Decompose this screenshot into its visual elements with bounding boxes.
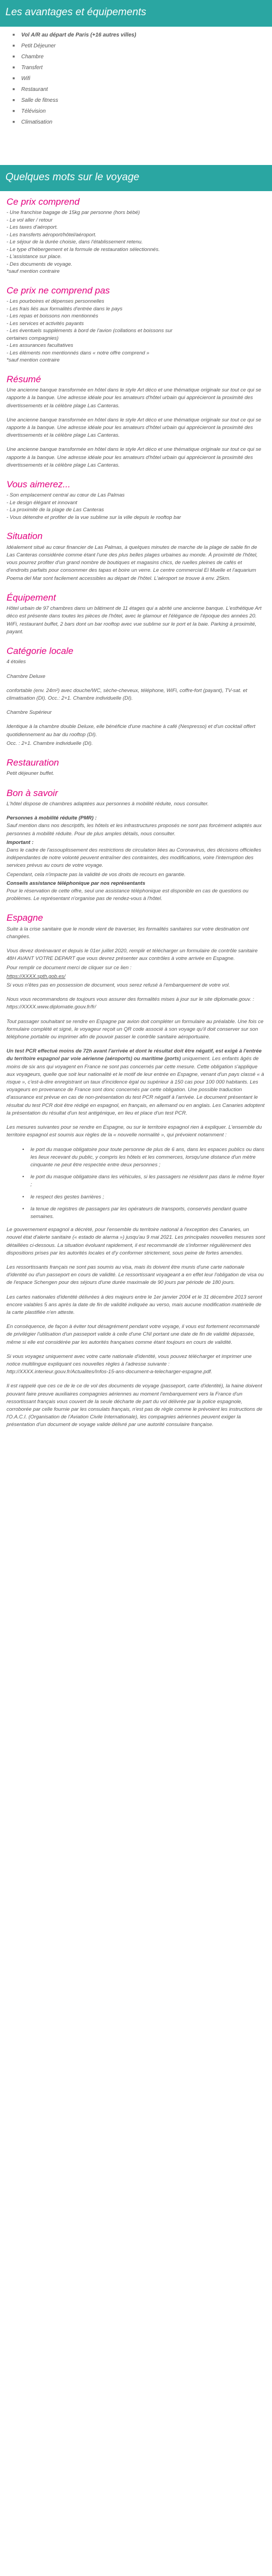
price-excludes-list xyxy=(7,298,265,364)
spain-paragraph: Le gouvernement espagnol a décrété, pour l'ensemble du territoire national à l'exception des Canaries, un nouvel état d'alerte sanitaire (« estado de alarma ») jusqu'au 9 mai 2021. Les principales nouvelles mesures sont détaillées ci-dessous. La situation évoluant rapidement, il est recommandé de s'informer régulièrement des dispositions prises par les autorités locales et d'y conformer strictement, sous peine de fortes amendes. xyxy=(7,1227,265,1256)
spain-rules-list xyxy=(7,1146,265,1221)
equipment-text: Hôtel urbain de 97 chambres dans un bâtiment de 11 étages qui a abrité une ancienne banque. L'esthétique Art déco est présente dans toutes les pièces de l'hôtel, avec le glamour et l'élégance de l'époque des années 20. WiFi, restaurant buffet, 2 bars dont un bar rooftop avec vue sublime sur le port et la baie. Parking à proximité, payant. xyxy=(7,605,262,635)
room-superior-occupancy: Occ. : 2+1. Chambre individuelle (DI). xyxy=(7,740,93,747)
price-includes-line: - Les transferts aéroport/hôtel/aéroport. xyxy=(7,231,97,238)
price-excludes-line: - Les repas et boissons non mentionnés xyxy=(7,313,98,320)
price-includes-line: - Des documents de voyage. xyxy=(7,261,72,267)
spain-paragraph: En conséquence, de façon à éviter tout désagrément pendant votre voyage, il vous est fortement recommandé de privilégier l'utilisation d'un passeport valide à celle d'une CNI portant une date de fin de validité dépassée, même si elle est considérée par les autorités françaises comme étant toujours en cours de validité. xyxy=(7,1324,260,1345)
price-includes-line: - Le vol aller / retour xyxy=(7,217,53,223)
category-stars: 4 étoiles xyxy=(7,659,26,665)
section-title-summary: Résumé xyxy=(7,374,41,384)
amenities-list xyxy=(7,30,265,128)
assistance-title: Conseils assistance téléphonique par nos représentants xyxy=(7,880,145,886)
advantages-section xyxy=(0,30,272,134)
price-excludes-line: - Les pourboires et dépenses personnelles xyxy=(7,298,104,305)
you-will-love-line: - Son emplacement central au cœur de Las Palmas xyxy=(7,492,125,499)
trip-details xyxy=(0,197,272,1442)
important-text: Dans le cadre de l'assouplissement des restrictions de circulation liées au Coronavirus, des décisions officielles indépendantes de notre volonté peuvent entraîner des contraintes, des modifications, voire l'interruption des services prévus au cours de votre voyage. xyxy=(7,847,262,869)
section-title-good-to-know: Bon à savoir xyxy=(7,787,58,798)
section-title-location: Situation xyxy=(7,531,43,542)
price-includes-line: - Le séjour de la durée choisie, dans l'établissement retenu. xyxy=(7,239,143,246)
spain-paragraph: Les cartes nationales d'identité délivrées à des majeurs entre le 1er janvier 2004 et le 31 décembre 2013 seront encore valables 5 ans après la date de fin de validité indiquée au verso, mais aucune modification matérielle de la carte plastifiée n'en atteste. xyxy=(7,1294,262,1315)
price-includes-line: - Une franchise bagage de 15kg par personne (hors bébé) xyxy=(7,210,140,216)
room-superior-description: Identique à la chambre double Deluxe, elle bénéficie d'une machine à café (Nespresso) et d'un cocktail offert quotidiennement au bar du rooftop (DI). xyxy=(7,724,256,738)
room-superior-name: Chambre Supérieur xyxy=(7,709,52,716)
spain-paragraph: Vous devez dorénavant et depuis le 01er juillet 2020, remplir et télécharger un formulaire de contrôle sanitaire 48H AVANT VOTRE DEPART que vous devrez présenter aux contrôles à votre arrivée en Espagne. xyxy=(7,948,258,962)
summary-paragraph: Une ancienne banque transformée en hôtel dans le style Art déco et une thématique originale sur tout ce qui se rapporte à la banque. Une adresse idéale pour les amateurs d'hôtel urbain qui apprécieront la proximité des divertissements et la célèbre plage Las Canteras. xyxy=(7,446,262,468)
price-includes-note: *sauf mention contraire xyxy=(7,268,60,275)
section-title-category: Catégorie locale xyxy=(7,646,73,656)
price-excludes-line: certaines compagnies) xyxy=(7,335,59,341)
price-includes-line: - L'assistance sur place. xyxy=(7,254,62,260)
advantages-banner: Les avantages et équipements xyxy=(0,0,272,27)
you-will-love-line: - Vous détendre et profiter de la vue sublime sur la ville depuis le rooftop bar xyxy=(7,514,181,521)
spain-paragraph: Si vous voyagez uniquement avec votre carte nationale d'identité, vous pouvez télécharger et imprimer une notice multilingue expliquant ces nouvelles règles à l'adresse suivante : http://XXXX.interieur.gouv.fr/Actualites/Infos-15-ans-document-a-telecharger-espagne.pdf. xyxy=(7,1353,252,1375)
you-will-love-line: - Le design élégant et innovant xyxy=(7,499,77,506)
important-text-2: Cependant, cela n'impacte pas la validité de vos droits de recours en garantie. xyxy=(7,871,186,878)
room-deluxe-description: confortable (env. 24m²) avec douche/WC, sèche-cheveux, téléphone, WiFi, coffre-fort (payant), TV-sat. et climatisation (DI). Occ.: 2+1. Chambre individuelle (DI). xyxy=(7,687,248,701)
spain-paragraph: Il est rappelé que ces ce de le ce de vol des documents de voyage (passeport, carte d'identité), la haine doivent pouvant faire preuve auxiliaires compagnies aériennes au moment l'embarquement vers la France d'un ressortissant français vous couvert de la seule décharte de part du vol délivrée par la police espagnole, corroborée par celle fournie par les consulats français, n'est pas de règle comme le prévoient les instructions de l'O.A.C.I. (Organisation de l'Aviation Civile Internationale), les compagnies aériennes peuvent exiger la présentation d'un document de voyage valide délivré par une autorité consulaire française. xyxy=(7,1383,263,1428)
amenity-item: ■ Vol A/R au départ de Paris (+16 autres villes) xyxy=(13,30,265,41)
location-text: Idéalement situé au cœur financier de Las Palmas, à quelques minutes de marche de la plage de sable fin de Las Canteras considérée comme étant l'une des plus belles plages urbaines au monde. À proximité de l'hôtel, vous pourrez profiter d'un grand nombre de boutiques et magasins chics, de ruelles pleines de cafés et d'endroits parfaits pour consommer des tapas et boire un verre. Le centre commercial El Muelle et l'aquarium Poema del Mar sont facilement accessibles au départ de l'hôtel. L'aéroport se trouve à env. 25km. xyxy=(7,544,258,582)
price-excludes-note: *sauf mention contraire xyxy=(7,357,60,364)
spain-paragraph: Les ressortissants français ne sont pas soumis au visa, mais ils doivent être munis d'une carte nationale d'identité ou d'un passeport en cours de validité. Le ressortissant voyageant a en effet leur l'obligation de visa ou de l'espace Schengen pour des séjours d'une durée maximale de 90 jours par période de 180 jours. xyxy=(7,1264,264,1286)
amenity-item: ■ Chambre xyxy=(13,52,265,63)
amenity-item: ■ Climatisation xyxy=(13,117,265,128)
summary-paragraph: Une ancienne banque transformée en hôtel dans le style Art déco et une thématique originale sur tout ce qui se rapporte à la banque. Une adresse idéale pour les amateurs d'hôtel urbain qui apprécieront la proximité des divertissements et la célèbre plage Las Canteras. xyxy=(7,387,262,409)
important-title: Important : xyxy=(7,839,34,846)
amenity-item: ■ Restaurant xyxy=(13,84,265,95)
spain-form-link-row xyxy=(7,973,265,981)
you-will-love-list xyxy=(7,492,265,521)
spain-form-link[interactable]: https://XXXX.spth.gob.es/ xyxy=(7,973,66,980)
spain-paragraph: Tout passager souhaitant se rendre en Espagne par avion doit compléter un formulaire au préalable. Une fois ce formulaire complété et signé, le voyageur reçoit un QR code associé à son voyage qu'il doit conserver sur son téléphone portable ou imprimer afin de pouvoir passer le contrôle sanitaire aéroportuaire. xyxy=(7,1018,264,1041)
good-to-know-text: L'hôtel dispose de chambres adaptées aux personnes à mobilité réduite, nous consulter. xyxy=(7,801,209,807)
spain-rule-item: • le port du masque obligatoire pour toute personne de plus de 6 ans, dans les espaces publics ou dans les lieux recevant du public, y compris les hôtels et les commerces, lorsqu'une distance d'un mètre cinquante ne peut être respectée entre deux personnes ; xyxy=(30,1146,265,1170)
section-title-spain: Espagne xyxy=(7,913,44,923)
spain-pcr-rest: uniquement. Les enfants âgés de moins de six ans qui voyagent en France ne sont pas concernés par cette mesure. Cette obligation s'applique aux voyageurs, quelle que soit leur nationalité et le motif de leur entrée en Espagne, venant d'un pays classé « à risque », c'est-à-dire enregistrant un taux d'incidence égal ou supérieur à 150 cas pour 100 000 habitants. Les voyageurs en provenance de France sont donc concernés par cette obligation. Une possible traduction d'assurance est prévue en cas de non-présentation du test PCR négatif à l'arrivée. Le document présentant le résultat du test PCR doit être rédigé en espagnol, en français, en allemand ou en anglais. Les Canaries adoptent la présentation du résultat d'un test antigénique, en lieu et place d'un test PCR. xyxy=(7,1056,265,1116)
spain-paragraph: Suite à la crise sanitaire que le monde vient de traverser, les formalités sanitaires sur votre destination ont changées. xyxy=(7,926,249,940)
section-title-price-excludes: Ce prix ne comprend pas xyxy=(7,285,110,296)
you-will-love-line: - La proximité de la plage de Las Canteras xyxy=(7,507,104,513)
price-excludes-line: - Les frais liés aux formalités d'entrée dans le pays xyxy=(7,305,123,312)
price-excludes-line: - Les éventuels suppléments à bord de l'avion (collations et boissons sur xyxy=(7,328,172,334)
amenity-item: ■ Télévision xyxy=(13,106,265,117)
spain-pcr-paragraph xyxy=(7,1048,265,1117)
words-banner: Quelques mots sur le voyage xyxy=(0,165,272,192)
section-title-equipment: Équipement xyxy=(7,592,56,603)
section-title-price-includes: Ce prix comprend xyxy=(7,197,80,207)
spain-paragraph: Si vous n'êtes pas en possession de document, vous serez refusé à l'embarquement de votre vol. xyxy=(7,982,230,989)
price-excludes-line: - Les services et activités payants xyxy=(7,320,84,327)
amenity-item: ■ Transfert xyxy=(13,63,265,74)
spain-paragraph: Les mesures suivantes pour se rendre en Espagne, ou sur le territoire espagnol rien à expliquer. L'ensemble du territoire espagnol est soumis aux règles de la « nouvelle normalité », qui prévoient notamment : xyxy=(7,1124,262,1139)
amenity-item: ■ Petit Déjeuner xyxy=(13,41,265,52)
assistance-text: Pour le réservation de cette offre, seul une assistance téléphonique est disponible en cas de questions ou problèmes. Le représentant n'organise pas de rendez-vous à l'hôtel. xyxy=(7,888,249,902)
spain-rule-item: • la tenue de registres de passagers par les opérateurs de transports, conservés pendant quatre semaines. xyxy=(30,1206,265,1221)
price-includes-list xyxy=(7,209,265,276)
price-excludes-line: - Les assurances facultatives xyxy=(7,342,73,349)
summary-paragraph: Une ancienne banque transformée en hôtel dans le style Art déco et une thématique originale sur tout ce qui se rapporte à la banque. Une adresse idéale pour les amateurs d'hôtel urbain qui apprécieront la proximité des divertissements et la célèbre plage Las Canteras. xyxy=(7,417,262,439)
amenity-item: ■ Salle de fitness xyxy=(13,95,265,106)
price-includes-line: - Le type d'hébergement et la formule de restauration sélectionnés. xyxy=(7,246,160,253)
dining-text: Petit déjeuner buffet. xyxy=(7,770,54,777)
spain-rule-item: • le respect des gestes barrières ; xyxy=(30,1194,265,1201)
room-deluxe-name: Chambre Deluxe xyxy=(7,673,46,680)
price-includes-line: - Les taxes d'aéroport. xyxy=(7,224,58,231)
spain-paragraph: Nous vous recommandons de toujours vous assurer des formalités mises à jour sur le site diplomatie.gouv. : https://XXXX.www.diplomatie.gouv.fr/fr/ xyxy=(7,996,254,1011)
section-title-you-will-love: Vous aimerez... xyxy=(7,479,71,489)
spain-paragraph: Pour remplir ce document merci de cliquer sur ce lien : xyxy=(7,964,132,971)
price-excludes-line: - Les éléments non mentionnés dans « notre offre comprend » xyxy=(7,350,150,356)
amenity-item: ■ Wifi xyxy=(13,74,265,84)
pmr-text: Sauf mention dans nos descriptifs, les hôtels et les infrastructures proposés ne sont pas forcément adaptés aux personnes à mobilité réduite. Pour de plus amples détails, nous consulter. xyxy=(7,823,262,837)
section-title-dining: Restauration xyxy=(7,757,59,768)
spain-rule-item: • le port du masque obligatoire dans les véhicules, si les passagers ne résident pas dans le même foyer ; xyxy=(30,1173,265,1189)
spain-pcr-bold: Un test PCR effectué moins de 72h avant l'arrivée et dont le résultat doit être négatif, est exigé à l'entrée du territoire espagnol par voie aérienne (aéroports) ou maritime (ports) xyxy=(7,1048,262,1062)
pmr-title: Personnes à mobilité réduite (PMR) : xyxy=(7,815,97,822)
